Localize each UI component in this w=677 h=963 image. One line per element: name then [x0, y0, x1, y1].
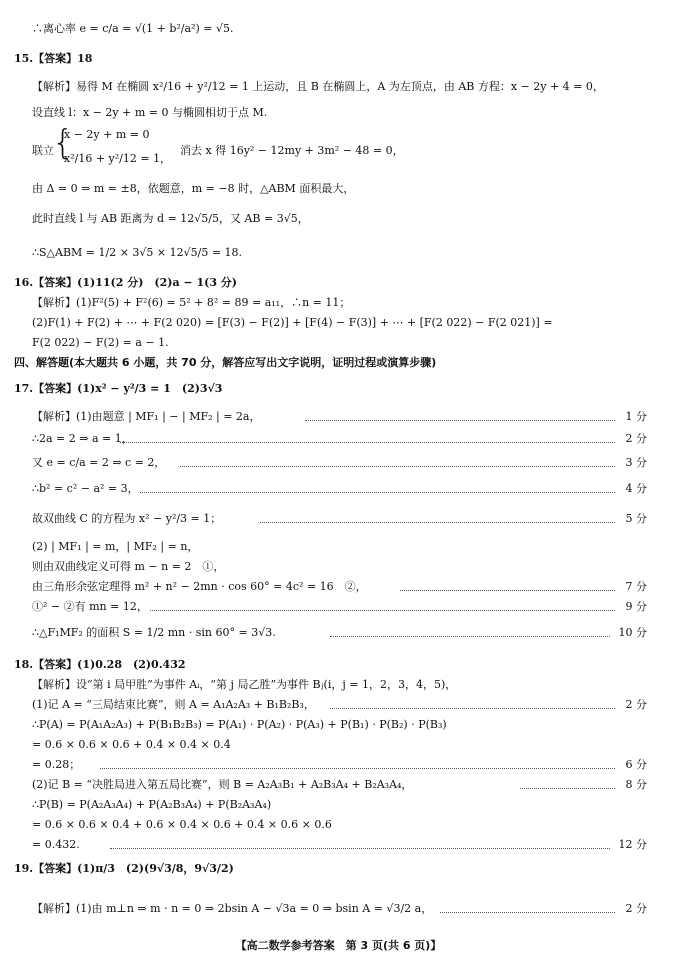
q17-step-4: ∴b² = c² − a² = 3，: [32, 482, 139, 495]
q15-answer: 15.【答案】18: [14, 52, 93, 65]
q18-answer: 18.【答案】(1)0.28 (2)0.432: [14, 658, 186, 671]
q16-analysis-3: F(2 022) − F(2) = a − 1.: [32, 336, 169, 349]
q17-part2-2: 则由双曲线定义可得 m − n = 2 ①，: [32, 560, 225, 573]
score-4: 4 分: [625, 482, 647, 495]
q17-part2-1: (2) | MF₁ | = m，| MF₂ | = n，: [32, 540, 199, 553]
eccentricity-line: ∴离心率 e = c/a = √(1 + b²/a²) = √5.: [32, 22, 234, 35]
page-footer: 【高二数学参考答案 第 3 页(共 6 页)】: [235, 939, 442, 952]
q16-analysis-1: 【解析】(1)F²(5) + F²(6) = 5² + 8² = 89 = a₁₁，∴n = 11；: [32, 296, 351, 309]
q18-part1-2: ∴P(A) = P(A₁A₂A₃) + P(B₁B₂B₃) = P(A₁) · P(A₂) · P(A₃) + P(B₁) · P(B₂) · P(B₃): [32, 718, 447, 731]
score-q18-8: 8 分: [625, 778, 647, 791]
q17-answer: 17.【答案】(1)x² − y²/3 = 1 (2)3√3: [14, 382, 223, 395]
dot-leader: [180, 466, 615, 467]
score-q18-2: 2 分: [625, 698, 647, 711]
q19-analysis-1: 【解析】(1)由 m⊥n ⇒ m · n = 0 ⇒ 2bsin A − √3a = 0 ⇒ bsin A = √3/2 a，: [32, 902, 433, 915]
q18-part2-4: = 0.432.: [32, 838, 80, 851]
brace-symbol: {: [52, 123, 74, 163]
q18-analysis-1: 【解析】设“第 i 局甲胜”为事件 Aᵢ，“第 j 局乙胜”为事件 Bⱼ(i，j = 1，2，3，4，5)，: [32, 678, 457, 691]
q18-part2-2: ∴P(B) = P(A₂A₃A₄) + P(A₂B₃A₄) + P(B₂A₃A₄): [32, 798, 272, 811]
dot-leader: [110, 848, 610, 849]
dot-leader: [120, 442, 615, 443]
q18-part2-3: = 0.6 × 0.6 × 0.4 + 0.6 × 0.4 × 0.6 + 0.4 × 0.6 × 0.6: [32, 818, 332, 831]
q16-answer: 16.【答案】(1)11(2 分) (2)a − 1(3 分): [14, 276, 238, 289]
score-1: 1 分: [625, 410, 647, 423]
dot-leader: [400, 590, 615, 591]
q15-analysis-4: 此时直线 l 与 AB 距离为 d = 12√5/5，又 AB = 3√5，: [32, 212, 309, 225]
q15-eq-ellipse: x²/16 + y²/12 = 1，: [64, 152, 172, 165]
q16-analysis-2: (2)F(1) + F(2) + ⋯ + F(2 020) = [F(3) − F(2)] + [F(4) − F(3)] + ⋯ + [F(2 022) − F(2 021)] =: [32, 316, 553, 329]
q15-analysis-1: 【解析】易得 M 在椭圆 x²/16 + y²/12 = 1 上运动，且 B 在椭圆上，A 为左顶点，由 AB 方程：x − 2y + 4 = 0，: [32, 80, 604, 93]
q17-part2-4: ①² − ②有 mn = 12，: [32, 600, 148, 613]
q15-analysis-3: 由 Δ = 0 ⇒ m = ±8，依题意，m = −8 时，△ABM 面积最大，: [32, 182, 355, 195]
q15-analysis-2: 设直线 l：x − 2y + m = 0 与椭圆相切于点 M.: [32, 106, 268, 119]
q15-area: ∴S△ABM = 1/2 × 3√5 × 12√5/5 = 18.: [32, 246, 243, 259]
score-10: 10 分: [618, 626, 647, 639]
q18-part1-4: = 0.28；: [32, 758, 81, 771]
score-q18-6: 6 分: [625, 758, 647, 771]
q17-step-5: 故双曲线 C 的方程为 x² − y²/3 = 1；: [32, 512, 222, 525]
score-7: 7 分: [625, 580, 647, 593]
q17-step-2: ∴2a = 2 ⇒ a = 1，: [32, 432, 133, 445]
q18-part2-1: (2)记 B = “决胜局进入第五局比赛”，则 B = A₂A₃B₁ + A₂B₃A₄ + B₂A₃A₄，: [32, 778, 413, 791]
dot-leader: [260, 522, 615, 523]
dot-leader: [330, 708, 615, 709]
score-2: 2 分: [625, 432, 647, 445]
dot-leader: [150, 610, 615, 611]
q17-part2-3: 由三角形余弦定理得 m² + n² − 2mn · cos 60° = 4c² = 16 ②，: [32, 580, 367, 593]
q18-part1-1: (1)记 A = “三局结束比赛”，则 A = A₁A₂A₃ + B₁B₂B₃，: [32, 698, 315, 711]
dot-leader: [140, 492, 615, 493]
score-5: 5 分: [625, 512, 647, 525]
score-q18-12: 12 分: [618, 838, 647, 851]
q18-part1-3: = 0.6 × 0.6 × 0.6 + 0.4 × 0.4 × 0.4: [32, 738, 231, 751]
q17-part2-5: ∴△F₁MF₂ 的面积 S = 1/2 mn · sin 60° = 3√3.: [32, 626, 276, 639]
score-9: 9 分: [625, 600, 647, 613]
q15-eliminate: 消去 x 得 16y² − 12my + 3m² − 48 = 0，: [180, 144, 404, 157]
dot-leader: [330, 636, 610, 637]
dot-leader: [305, 420, 615, 421]
score-q19-2: 2 分: [625, 902, 647, 915]
q15-eq-line: x − 2y + m = 0: [64, 128, 150, 141]
q19-answer: 19.【答案】(1)π/3 (2)(9√3/8，9√3/2): [14, 862, 234, 875]
section-heading: 四、解答题(本大题共 6 小题，共 70 分，解答应写出文字说明，证明过程或演算步骤): [14, 356, 437, 369]
score-3: 3 分: [625, 456, 647, 469]
q17-step-1: 【解析】(1)由题意 | MF₁ | − | MF₂ | = 2a，: [32, 410, 261, 423]
q17-step-3: 又 e = c/a = 2 ⇒ c = 2，: [32, 456, 166, 469]
dot-leader: [440, 912, 615, 913]
dot-leader: [100, 768, 615, 769]
dot-leader: [520, 788, 615, 789]
q15-simultaneous-label: 联立: [32, 144, 54, 157]
